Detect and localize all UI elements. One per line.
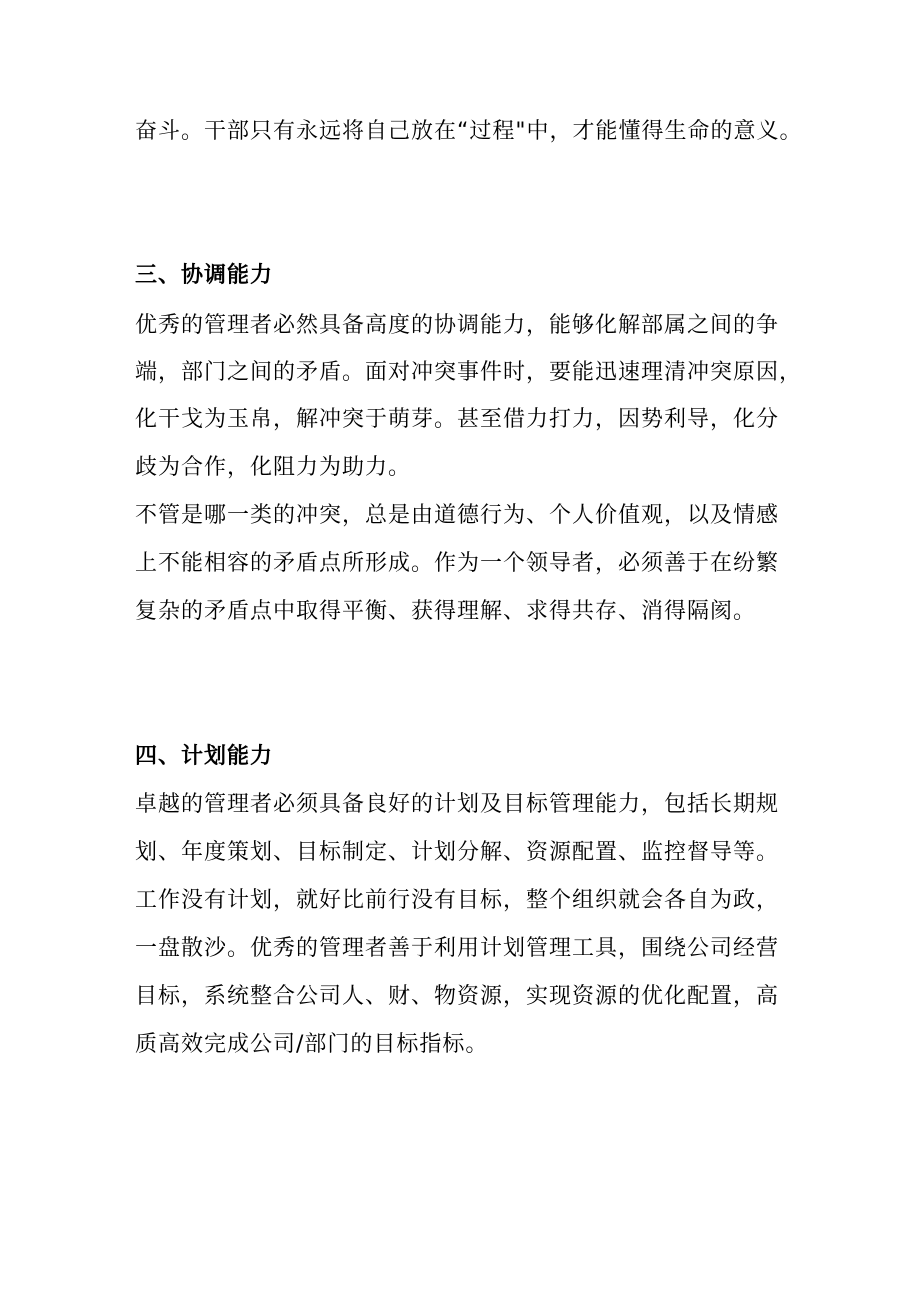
section-3-line: 歧为合作，化阻力为助力。 [135,455,412,480]
intro-paragraph-line: 奋斗。干部只有永远将自己放在“过程"中，才能懂得生命的意义。 [135,119,803,144]
section-3-line: 不管是哪一类的冲突，总是由道德行为、个人价值观，以及情感 [135,503,780,528]
section-3-line: 复杂的矛盾点中取得平衡、获得理解、求得共存、消得隔阂。 [135,599,757,624]
section-3-line: 优秀的管理者必然具备高度的协调能力，能够化解部属之间的争 [135,313,780,338]
section-4-line: 卓越的管理者必须具备良好的计划及目标管理能力，包括长期规 [135,792,780,817]
section-4-heading: 四、计划能力 [135,744,274,769]
section-3-heading: 三、协调能力 [135,263,274,288]
section-3-line: 上不能相容的矛盾点所形成。作为一个领导者，必须善于在纷繁 [135,551,780,576]
section-4-line: 工作没有计划，就好比前行没有目标，整个组织就会各自为政， [135,888,780,913]
section-3-line: 端，部门之间的矛盾。面对冲突事件时，要能迅速理清冲突原因， [135,360,803,385]
section-4-line: 划、年度策划、目标制定、计划分解、资源配置、监控督导等。 [135,840,780,865]
section-3-line: 化干戈为玉帛，解冲突于萌芽。甚至借力打力，因势利导，化分 [135,407,780,432]
section-4-line: 目标，系统整合公司人、财、物资源，实现资源的优化配置，高 [135,984,780,1009]
section-4-line: 质高效完成公司/部门的目标指标。 [135,1032,489,1057]
section-4-line: 一盘散沙。优秀的管理者善于利用计划管理工具，围绕公司经营 [135,936,780,961]
